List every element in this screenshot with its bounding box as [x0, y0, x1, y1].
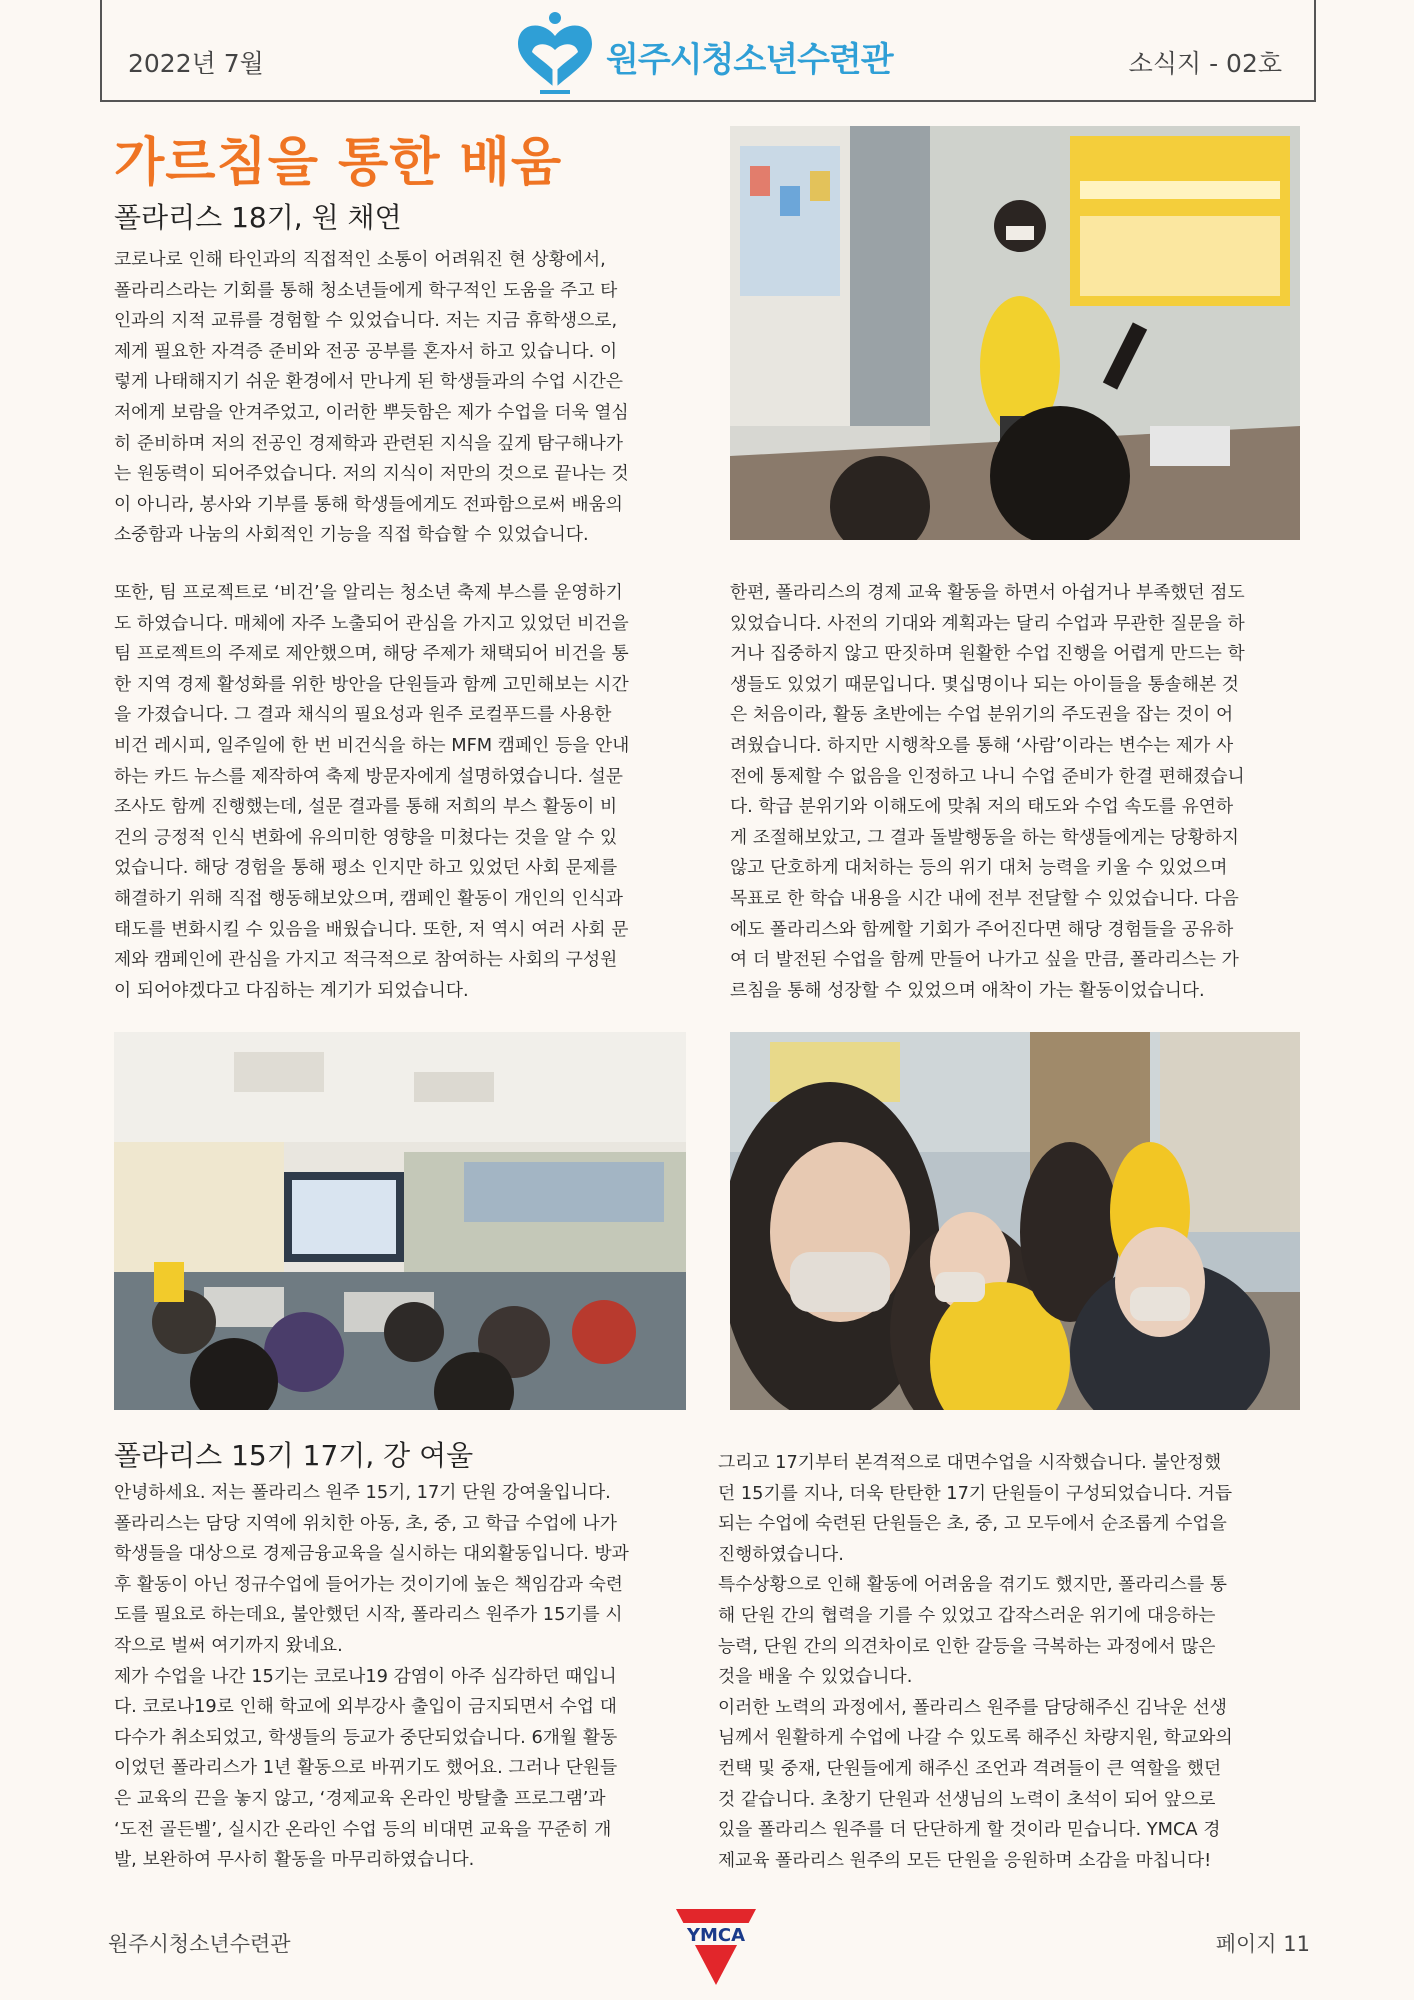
org-logo: [510, 10, 900, 96]
org-name: 원주시청소년수련관: [606, 40, 893, 80]
article2-paragraph-2: 그리고 17기부터 본격적으로 대면수업을 시작했습니다. 불안정했 던 15기를 지나, 더욱 탄탄한 17기 단원들이 구성되었습니다. 거듭 되는 수업에 숙련된 단원들은 초, 중, 고 모두에서 순조롭게 수업을 진행하였습니다. 특수상황으로 인해 활동에 어려움을 겪기도 했지만, 폴라리스를 통 해 단원 간의 협력을 기를 수 있었고 갑작스러운 위기에 대응하는 능력, 단원 간의 의견차이로 인한 갈등을 극복하는 과정에서 많은 것을 배울 수 있었습니다. 이러한 노력의 과정에서, 폴라리스 원주를 담당해주신 김낙운 선생 님께서 원활하게 수업에 나갈 수 있도록 해주신 차량지원, 학교와의 컨택 및 중재, 단원들에게 해주신 조언과 격려들이 큰 역할을 했던 것 같습니다. 초창기 단원과 선생님의 노력이 초석이 되어 앞으로 있을 폴라리스 원주를 더 단단하게 할 것이라 믿습니다. YMCA 경 제교육 폴라리스 원주의 모든 단원을 응원하며 소감을 마칩니다!: [718, 1452, 1233, 1871]
heart-leaf-icon: [510, 10, 600, 96]
lecture-photo: [730, 126, 1300, 540]
issue-date: 2022년 7월: [128, 49, 264, 78]
article-title: 가르침을 통한 배움: [114, 133, 563, 193]
ymca-logo: [674, 1905, 758, 1989]
ymca-logo-text: YMCA: [686, 1925, 746, 1946]
article2-paragraph-1: 안녕하세요. 저는 폴라리스 원주 15기, 17기 단원 강여울입니다. 폴라리스는 담당 지역에 위치한 아동, 초, 중, 고 학급 수업에 나가 학생들을 대상으로 경제금융교육을 실시하는 대외활동입니다. 방과 후 활동이 아닌 정규수업에 들어가는 것이기에 높은 책임감과 숙련 도를 필요로 하는데요, 불안했던 시작, 폴라리스 원주가 15기를 시 작으로 벌써 여기까지 왔네요. 제가 수업을 나간 15기는 코로나19 감염이 아주 심각하던 때입니 다. 코로나19로 인해 학교에 외부강사 출입이 금지되면서 수업 대 다수가 취소되었고, 학생들의 등교가 중단되었습니다. 6개월 활동 이었던 폴라리스가 1년 활동으로 바뀌기도 했어요. 그러나 단원들 은 교육의 끈을 놓지 않고, ‘경제교육 온라인 방탈출 프로그램’과 ‘도전 골든벨’, 실시간 온라인 수업 등의 비대면 교육을 꾸준히 개 발, 보완하여 무사히 활동을 마무리하였습니다.: [114, 1482, 629, 1871]
issue-number: 소식지 - 02호: [1128, 49, 1282, 78]
footer-org: 원주시청소년수련관: [108, 1932, 291, 1956]
article1-author: 폴라리스 18기, 원 채연: [114, 201, 402, 234]
group-selfie-photo: [730, 1032, 1300, 1410]
article1-paragraph-1: 코로나로 인해 타인과의 직접적인 소통이 어려워진 현 상황에서, 폴라리스라는 기회를 통해 청소년들에게 학구적인 도움을 주고 타 인과의 지적 교류를 경험할 수 있었습니다. 저는 지금 휴학생으로, 제게 필요한 자격증 준비와 전공 공부를 혼자서 하고 있습니다. 이 렇게 나태해지기 쉬운 환경에서 만나게 된 학생들과의 수업 시간은 저에게 보람을 안겨주었고, 이러한 뿌듯함은 제가 수업을 더욱 열심 히 준비하며 저의 전공인 경제학과 관련된 지식을 깊게 탐구해나가 는 원동력이 되어주었습니다. 저의 지식이 저만의 것으로 끝나는 것 이 아니라, 봉사와 기부를 통해 학생들에게도 전파함으로써 배움의 소중함과 나눔의 사회적인 기능을 직접 학습할 수 있었습니다.: [114, 249, 629, 546]
article1-paragraph-3: 한편, 폴라리스의 경제 교육 활동을 하면서 아쉽거나 부족했던 점도 있었습니다. 사전의 기대와 계획과는 달리 수업과 무관한 질문을 하 거나 집중하지 않고 딴짓하며 원활한 수업 진행을 어렵게 만드는 학 생들도 있었기 때문입니다. 몇십명이나 되는 아이들을 통솔해본 것 은 처음이라, 활동 초반에는 수업 분위기의 주도권을 잡는 것이 어 려웠습니다. 하지만 시행착오를 통해 ‘사람’이라는 변수는 제가 사 전에 통제할 수 없음을 인정하고 나니 수업 준비가 한결 편해졌습니 다. 학급 분위기와 이해도에 맞춰 저의 태도와 수업 속도를 유연하 게 조절해보았고, 그 결과 돌발행동을 하는 학생들에게는 당황하지 않고 단호하게 대처하는 등의 위기 대처 능력을 키울 수 있었으며 목표로 한 학습 내용을 시간 내에 전부 전달할 수 있었습니다. 다음 에도 폴라리스와 함께할 기회가 주어진다면 해당 경험들을 공유하 여 더 발전된 수업을 함께 만들어 나가고 싶을 만큼, 폴라리스는 가 르침을 통해 성장할 수 있었으며 애착이 가는 활동이었습니다.: [730, 582, 1245, 1001]
page-number: 페이지 11: [1215, 1932, 1310, 1956]
article2-author: 폴라리스 15기 17기, 강 여울: [114, 1439, 474, 1472]
classroom-photo: [114, 1032, 686, 1410]
article1-paragraph-2: 또한, 팀 프로젝트로 ‘비건’을 알리는 청소년 축제 부스를 운영하기 도 하였습니다. 매체에 자주 노출되어 관심을 가지고 있었던 비건을 팀 프로젝트의 주제로 제안했으며, 해당 주제가 채택되어 비건을 통 한 지역 경제 활성화를 위한 방안을 단원들과 함께 고민해보는 시간 을 가졌습니다. 그 결과 채식의 필요성과 원주 로컬푸드를 사용한 비건 레시피, 일주일에 한 번 비건식을 하는 MFM 캠페인 등을 안내 하는 카드 뉴스를 제작하여 축제 방문자에게 설명하였습니다. 설문 조사도 함께 진행했는데, 설문 결과를 통해 저희의 부스 활동이 비 건의 긍정적 인식 변화에 유의미한 영향을 미쳤다는 것을 알 수 있 었습니다. 해당 경험을 통해 평소 인지만 하고 있었던 사회 문제를 해결하기 위해 직접 행동해보았으며, 캠페인 활동이 개인의 인식과 태도를 변화시킬 수 있음을 배웠습니다. 또한, 저 역시 여러 사회 문 제와 캠페인에 관심을 가지고 적극적으로 참여하는 사회의 구성원 이 되어야겠다고 다짐하는 계기가 되었습니다.: [114, 582, 630, 1001]
